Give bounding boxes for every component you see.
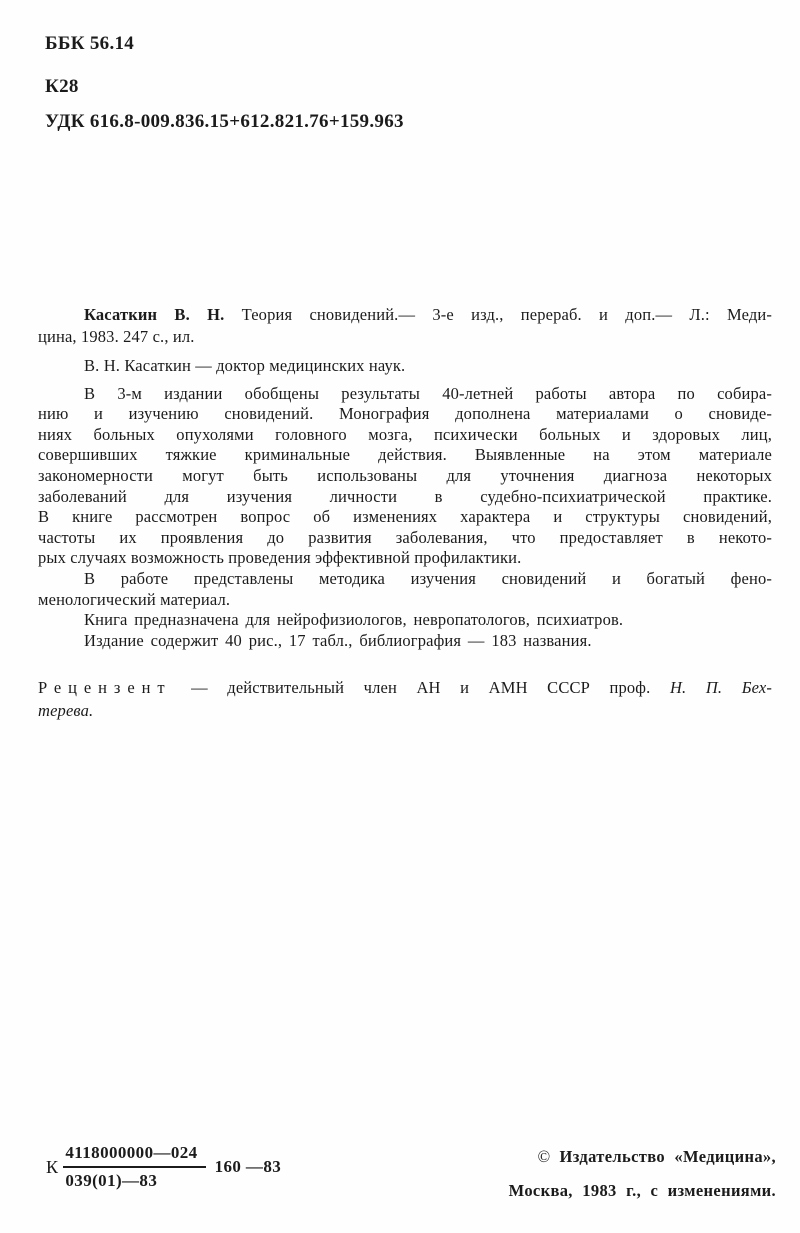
abstract-line: закономерности могут быть использованы для уточнения диагноза некоторых: [38, 465, 772, 485]
copyright-icon: ©: [537, 1147, 551, 1166]
catalog-index-denominator: 039(01)—83: [65, 1171, 158, 1190]
catalog-index-prefix: К: [46, 1156, 59, 1177]
reviewer-dash: —: [191, 678, 208, 697]
catalog-index-fraction: [63, 1143, 205, 1191]
reviewer-block: [38, 677, 772, 722]
abstract-line: ниях больных опухолями головного мозга, психически больных и здоровых лиц,: [38, 424, 772, 444]
reviewer-name-part-1: Н. П. Бех-: [669, 678, 772, 697]
author-mark: К28: [45, 76, 79, 97]
udk-code: УДК 616.8-009.836.15+612.821.76+159.963: [45, 111, 404, 132]
abstract-line: нию и изучению сновидений. Монография дополнена материалами о сновиде-: [38, 404, 772, 424]
bbk-code: ББК 56.14: [45, 33, 135, 54]
catalog-index-formula: [46, 1143, 281, 1191]
abstract-line: заболеваний для изучения личности в судебно-психиатрической практике.: [38, 486, 772, 506]
bib-title-text: Теория сновидений.— 3-е изд., перераб. и доп.— Л.: Меди-: [241, 305, 772, 324]
reviewer-title-text: действительный член АН и АМН СССР проф.: [227, 678, 651, 697]
abstract-line: рых случаях возможность проведения эффективной профилактики.: [38, 548, 522, 568]
catalog-index-suffix: 160 —83: [214, 1157, 282, 1176]
copyright-line-2: Москва, 1983 г., с изменениями.: [508, 1181, 776, 1200]
reviewer-line-2: [38, 700, 772, 723]
abstract-line: менологический материал.: [38, 589, 231, 609]
abstract-line: частоты их проявления до развития заболевания, что предоставляет в некото-: [38, 527, 772, 547]
audience-line: Книга предназначена для нейрофизиологов, невропатологов, психиатров.: [84, 610, 624, 630]
abstract-line: В работе представлены методика изучения сновидений и богатый фено-: [84, 568, 772, 588]
catalog-index-numerator: 4118000000—024: [63, 1143, 205, 1168]
abstract-line: В 3-м издании обобщены результаты 40-летней работы автора по собира-: [84, 383, 772, 403]
abstract-line: совершивших тяжкие криминальные действия. Выявленные на этом материале: [38, 445, 772, 465]
abstract-line: В книге рассмотрен вопрос об изменениях характера и структуры сновидений,: [38, 507, 772, 527]
author-name: Касаткин В. Н.: [84, 305, 225, 324]
bibliographic-entry-line-2: цина, 1983. 247 с., ил.: [38, 326, 195, 346]
reviewer-label: Рецензент: [38, 678, 172, 697]
reviewer-line-1: [38, 677, 772, 700]
author-degree-line: В. Н. Касаткин — доктор медицинских наук.: [84, 356, 406, 375]
contents-summary-line: Издание содержит 40 рис., 17 табл., библиография — 183 названия.: [84, 630, 592, 650]
publisher-name: Издательство «Медицина»,: [559, 1147, 776, 1166]
reviewer-name-part-2: терева.: [38, 700, 94, 720]
bibliographic-entry-line-1: [38, 304, 772, 326]
copyright-block: [509, 1146, 776, 1201]
copyright-line-1: [509, 1146, 776, 1167]
annotation-column: [38, 304, 772, 651]
